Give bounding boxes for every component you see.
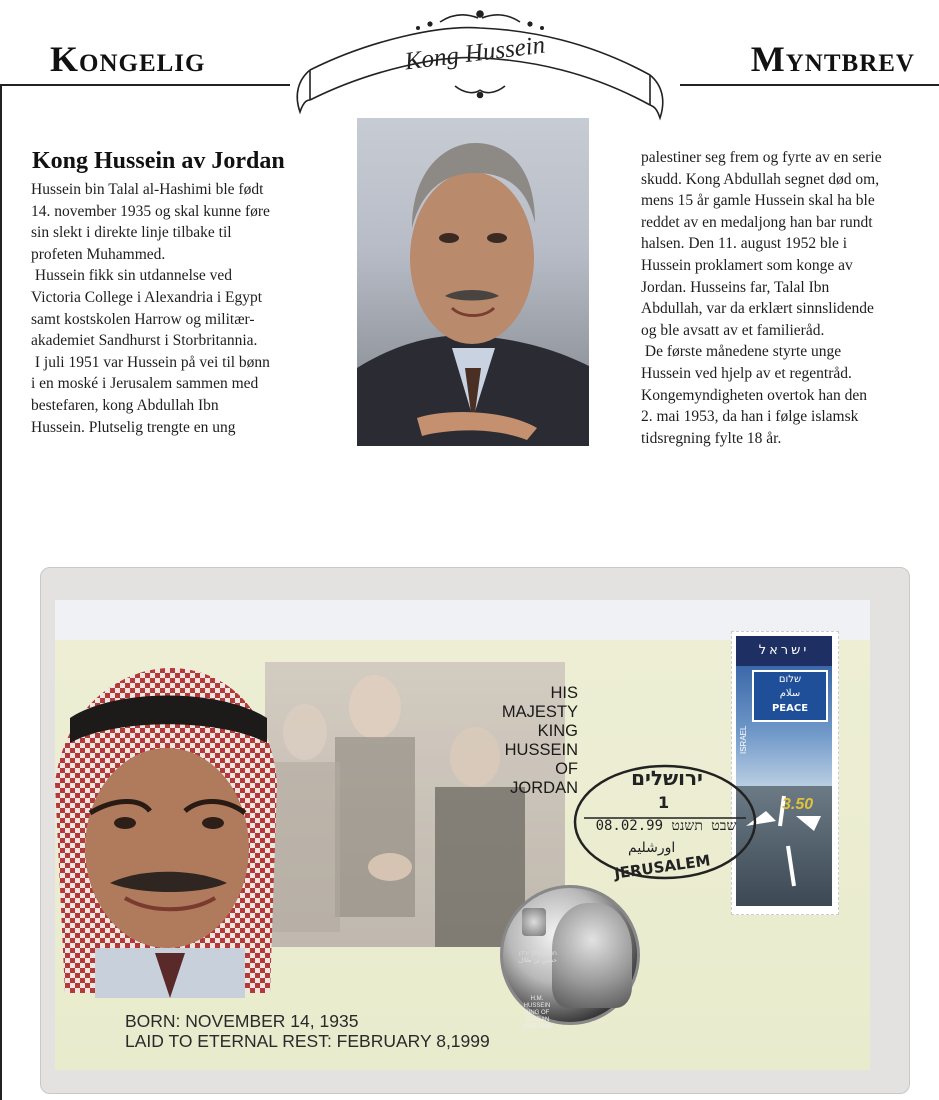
text-line: tidsregning fylte 18 år. (641, 429, 782, 447)
text-line: i en moské i Jerusalem sammen med (31, 375, 259, 393)
peace-road-sign (752, 670, 828, 722)
postmark-city-latin: JERUSALEM (613, 851, 712, 883)
text-line: sin slekt i direkte linje tilbake til (31, 224, 232, 242)
text-line: 2. mai 1953, da han i følge islamsk (641, 408, 859, 426)
text-line: skudd. Kong Abdullah segnet død om, (641, 170, 880, 188)
text-line: Kongemyndigheten overtok han den (641, 386, 867, 404)
portrait-illustration (357, 118, 589, 446)
header-left-word: Kongelig (50, 39, 206, 79)
text-line: palestiner seg frem og fyrte av en serie (641, 149, 882, 166)
stamp-value: 3.50 (782, 796, 814, 813)
postmark-number: 1 (658, 793, 670, 812)
text-line: mens 15 år gamle Hussein skal ha ble (641, 192, 875, 210)
coin-line: H.M. (530, 996, 544, 1002)
king-kufiya-portrait (55, 663, 280, 1003)
coin-line: JORDAN (524, 1017, 550, 1023)
cover-title-line: MAJESTY (501, 703, 578, 721)
text-line: halsen. Den 11. august 1952 ble i (641, 235, 848, 253)
coin-line: KING OF (524, 1010, 550, 1016)
text-line: og ble avsatt av et familieråd. (641, 321, 825, 339)
text-line: reddet av en medaljong han bar rundt (641, 213, 873, 231)
postmark-date: 08.02.99 שבט תשנט (595, 818, 737, 834)
text-line: samt kostskolen Harrow og militær- (31, 310, 255, 328)
cover-title-line: HIS (550, 684, 578, 702)
stamp-country-latin: ISRAEL (739, 725, 748, 754)
text-line: akademiet Sandhurst i Storbritannia. (31, 332, 258, 350)
text-line: Abdullah, var da erklært sinnslidende (641, 300, 874, 318)
born-date: BORN: NOVEMBER 14, 1935 (125, 1011, 359, 1031)
cover-title-line: JORDAN (510, 779, 578, 797)
text-line: 14. november 1935 og skal kunne føre (31, 202, 270, 220)
text-line: profeten Muhammed. (31, 245, 166, 263)
portrait-photo (357, 118, 589, 446)
header-right-word: Myntbrev (750, 39, 915, 79)
article-column-right (641, 147, 937, 449)
coin-hebrew-text: חוסיין מלך ירדן (519, 950, 557, 957)
text-line: bestefaren, kong Abdullah Ibn (31, 396, 219, 414)
cover-title-line: KING (537, 722, 578, 740)
text-line: De første månedene styrte unge (641, 343, 842, 361)
article-column-left (31, 179, 331, 438)
coin-emblem-icon (522, 908, 546, 936)
page-border (0, 84, 2, 1100)
coin-line: HUSSEIN (523, 1003, 551, 1009)
coin-line: 1935-1999 (522, 1024, 552, 1030)
postmark-city-arabic: اورشليم (628, 840, 676, 856)
text-line: I juli 1951 var Hussein på vei til bønn (31, 353, 270, 371)
text-line: Hussein. Plutselig trengte en ung (31, 418, 236, 436)
cover-title-line: HUSSEIN (504, 741, 578, 759)
text-line: Hussein fikk sin utdannelse ved (31, 267, 233, 285)
sign-arabic: سلام (779, 688, 801, 699)
postmark-city-hebrew: ירושלים (631, 766, 703, 790)
cover-title-line: OF (555, 760, 578, 778)
header-rule-left (0, 84, 290, 86)
cover-dates (125, 1011, 490, 1051)
header-rule-right (680, 84, 939, 86)
stamp-country-hebrew: ישראל (736, 636, 832, 666)
coin-inscription (507, 996, 567, 1031)
cover-title (478, 684, 578, 798)
text-line: Jordan. Husseins far, Talal Ibn (641, 278, 830, 296)
text-line: Victoria College i Alexandria i Egypt (31, 288, 263, 306)
coin-arabic-text: حسين بن طلال (518, 957, 558, 964)
sign-hebrew: שלום (778, 674, 802, 685)
coin-inscription-script (508, 950, 568, 964)
banner-title: Kong Hussein (403, 31, 547, 76)
article-title: Kong Hussein av Jordan (32, 148, 285, 174)
text-line: Hussein bin Talal al-Hashimi ble født (31, 181, 264, 198)
text-line: Hussein proklamert som konge av (641, 256, 853, 274)
text-line: Hussein ved hjelp av et regentråd. (641, 364, 852, 382)
rest-date: LAID TO ETERNAL REST: FEBRUARY 8,1999 (125, 1031, 490, 1051)
sign-english: PEACE (771, 703, 809, 714)
